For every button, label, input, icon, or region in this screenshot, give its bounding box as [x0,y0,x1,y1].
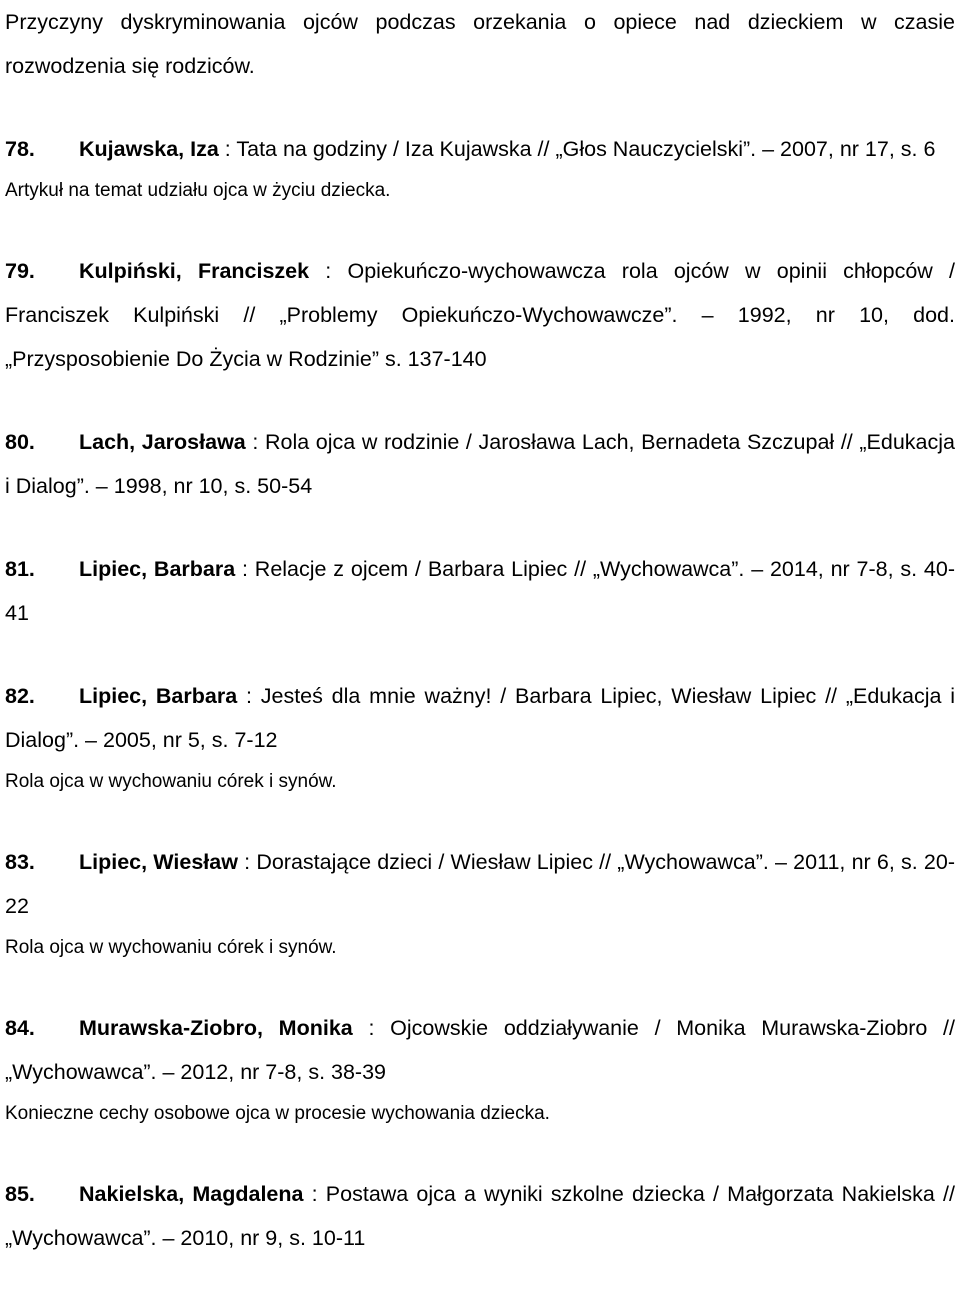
entry-83-note: Rola ojca w wychowaniu córek i synów. [5,937,337,958]
entry-number: 84. [5,1016,35,1040]
entry-author: Kujawska, Iza [79,137,219,161]
entry-details: : Postawa ojca a wyniki szkolne dziecka / Małgorzata Nakielska // „Wychowawca”. – 2010, nr 9, s. 10-11 [5,1182,955,1250]
entry-details: : Opiekuńczo-wychowawcza rola ojców w opinii chłopców / Franciszek Kulpiński // „Problemy Opiekuńczo-Wychowawcze”. – 1992, nr 10, dod. „Przysposobienie Do Życia w Rodzinie” s. 137-140 [5,259,955,371]
entry-details: : Rola ojca w rodzinie / Jarosława Lach, Bernadeta Szczupał // „Edukacja i Dialog”. – 1998, nr 10, s. 50-54 [5,430,955,498]
entry-details: : Relacje z ojcem / Barbara Lipiec // „Wychowawca”. – 2014, nr 7-8, s. 40-41 [5,557,955,625]
entry-number: 80. [5,430,35,454]
entry-author: Murawska-Ziobro, Monika [79,1016,353,1040]
entry-83 [5,840,955,928]
entry-82-note: Rola ojca w wychowaniu córek i synów. [5,771,337,792]
entry-82 [5,674,955,762]
entry-84 [5,1006,955,1094]
entry-79 [5,249,955,381]
entry-80 [5,420,955,508]
entry-author: Lach, Jarosława [79,430,246,454]
entry-details: : Ojcowskie oddziaływanie / Monika Murawska-Ziobro // „Wychowawca”. – 2012, nr 7-8, s. 38-39 [5,1016,955,1084]
spacer [5,1133,955,1172]
entry-details: : Dorastające dzieci / Wiesław Lipiec // „Wychowawca”. – 2011, nr 6, s. 20-22 [5,850,955,918]
spacer [5,635,955,674]
entry-number: 81. [5,557,35,581]
spacer [5,508,955,547]
entry-number: 82. [5,684,35,708]
spacer [5,801,955,840]
entry-details: : Jesteś dla mnie ważny! / Barbara Lipiec, Wiesław Lipiec // „Edukacja i Dialog”. – 2005, nr 5, s. 7-12 [5,684,956,752]
entry-78 [5,127,955,171]
entry-author: Nakielska, Magdalena [79,1182,304,1206]
spacer [5,967,955,1006]
entry-details: : Tata na godziny / Iza Kujawska // „Głos Nauczycielski”. – 2007, nr 17, s. 6 [218,137,936,161]
entry-81 [5,547,955,635]
entry-author: Kulpiński, Franciszek [79,259,310,283]
entry-number: 79. [5,259,35,283]
bibliography-page [5,0,955,1260]
entry-number: 78. [5,137,35,161]
entry-author: Lipiec, Barbara [79,684,238,708]
entry-number: 85. [5,1182,35,1206]
spacer [5,381,955,420]
entry-author: Lipiec, Barbara [79,557,236,581]
entry-85 [5,1172,955,1260]
entry-number: 83. [5,850,35,874]
entry-84-note: Konieczne cechy osobowe ojca w procesie wychowania dziecka. [5,1103,550,1124]
spacer [5,88,955,127]
spacer [5,210,955,249]
entry-78-note: Artykuł na temat udziału ojca w życiu dziecka. [5,180,391,201]
entry-author: Lipiec, Wiesław [79,850,238,874]
intro-note: Przyczyny dyskryminowania ojców podczas orzekania o opiece nad dzieckiem w czasie rozwodzenia się rodziców. [5,10,955,78]
